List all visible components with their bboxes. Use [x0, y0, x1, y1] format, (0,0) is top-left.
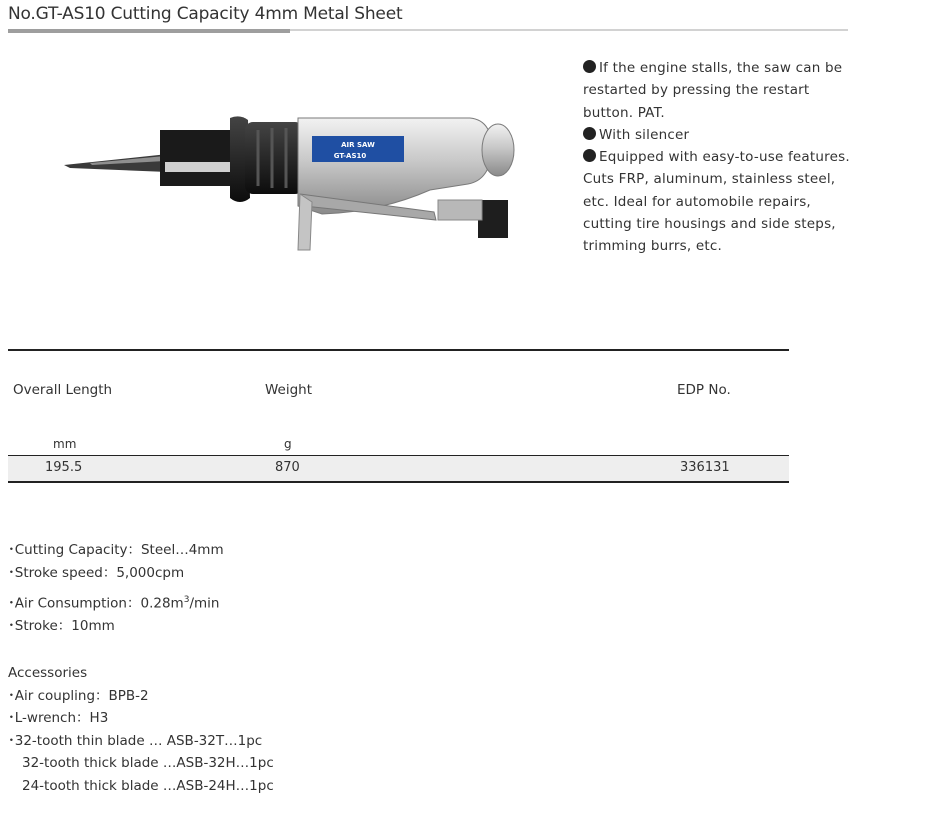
accessory-item: 32-tooth thick blade …ASB-32H…1pc: [22, 755, 274, 772]
spec-air-consumption: ･Air Consumption：$0.28m^3/\min$: [8, 595, 220, 612]
cell-overall-length: 195.5: [45, 460, 83, 475]
feature-item: [583, 146, 853, 257]
feature-text: If the engine stalls, the saw can be restarted by pressing the restart button. PAT.: [583, 60, 843, 121]
accessory-item: ･Air coupling：BPB-2: [8, 687, 149, 704]
page-title: No.GT-AS10 Cutting Capacity 4mm Metal Sheet: [8, 4, 403, 24]
accessory-item: ･32-tooth thin blade … ASB-32T…1pc: [8, 732, 263, 749]
bullet-icon: [583, 60, 596, 73]
title-underline-accent: [8, 29, 290, 33]
bullet-icon: [583, 127, 596, 140]
header-overall-length: Overall Length: [13, 382, 113, 398]
svg-text:AIR SAW: AIR SAW: [341, 141, 375, 149]
cell-edp-no: 336131: [680, 460, 730, 475]
feature-text: With silencer: [599, 126, 690, 143]
air-saw-image: [60, 110, 520, 270]
accessory-item: 24-tooth thick blade …ASB-24H…1pc: [22, 777, 274, 794]
feature-list: [583, 57, 853, 258]
unit-mm: mm: [53, 437, 77, 451]
unit-g: g: [284, 437, 292, 451]
feature-item: [583, 124, 853, 146]
feature-text: Equipped with easy-to-use features. Cuts FRP, aluminum, stainless steel, etc. Ideal for automobile repairs, cutting tire housings and side steps, trimming burrs, etc.: [583, 149, 850, 255]
table-row: [8, 456, 789, 481]
svg-text:GT-AS10: GT-AS10: [333, 152, 367, 160]
table-rule-top: [8, 349, 789, 351]
bullet-icon: [583, 149, 596, 162]
header-edp-no: EDP No.: [677, 382, 731, 398]
spec-stroke: ･Stroke：10mm: [8, 618, 115, 634]
spec-cutting-capacity: ･Cutting Capacity：Steel…4mm: [8, 542, 224, 558]
accessories-heading: Accessories: [8, 665, 88, 681]
accessory-item: ･L-wrench：H3: [8, 710, 109, 727]
table-rule-bottom: [8, 481, 789, 483]
spec-stroke-speed: ･Stroke speed：5,000cpm: [8, 564, 185, 581]
cell-weight: 870: [275, 460, 300, 475]
header-weight: Weight: [265, 382, 313, 398]
spec-list: [8, 539, 224, 638]
accessories-list: [8, 662, 274, 798]
feature-item: [583, 57, 853, 124]
